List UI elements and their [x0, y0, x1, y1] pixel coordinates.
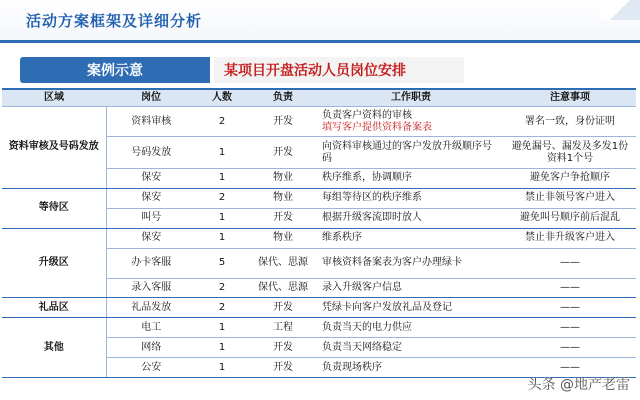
area-cell: 升级区 — [2, 228, 106, 298]
area-cell: 其他 — [2, 318, 106, 378]
duty-cell: 根据升级客流即时放人 — [318, 208, 504, 228]
watermark: 头条 @地产老雷 — [527, 377, 630, 393]
owner-cell: 保代、思源 — [248, 248, 318, 278]
note-cell: 禁止非领号客户进入 — [504, 188, 636, 208]
duty-cell: 维系秩序 — [318, 228, 504, 248]
owner-cell: 保代、思源 — [248, 278, 318, 298]
column-header-area: 区域 — [2, 89, 106, 107]
table-row — [2, 188, 636, 208]
table-header-row — [2, 89, 636, 107]
case-title: 某项目开盘活动人员岗位安排 — [214, 57, 464, 83]
owner-cell: 开发 — [248, 338, 318, 358]
position-cell: 保安 — [106, 228, 196, 248]
count-cell: 5 — [196, 248, 248, 278]
duty-cell: 凭绿卡向客户发放礼品及登记 — [318, 298, 504, 318]
position-cell: 礼品发放 — [106, 298, 196, 318]
count-cell: 2 — [196, 298, 248, 318]
note-cell: 署名一致，身份证明 — [504, 107, 636, 137]
header-divider — [0, 40, 640, 43]
header-bar — [0, 0, 640, 40]
owner-cell: 开发 — [248, 358, 318, 378]
case-tag: 案例示意 — [20, 57, 210, 83]
column-header-duty: 工作职责 — [318, 89, 504, 107]
staff-table — [2, 88, 636, 378]
duty-cell: 负责当天的电力供应 — [318, 318, 504, 338]
note-cell: —— — [504, 338, 636, 358]
area-cell: 等待区 — [2, 188, 106, 228]
position-cell: 公安 — [106, 358, 196, 378]
position-cell: 资料审核 — [106, 107, 196, 137]
area-cell: 资料审核及号码发放 — [2, 107, 106, 189]
duty-cell: 审核资料备案表为客户办理绿卡 — [318, 248, 504, 278]
position-cell: 网络 — [106, 338, 196, 358]
header-accent — [600, 0, 640, 20]
count-cell: 2 — [196, 107, 248, 137]
count-cell: 2 — [196, 278, 248, 298]
owner-cell: 开发 — [248, 208, 318, 228]
owner-cell: 物业 — [248, 169, 318, 189]
note-cell: 避免漏号、漏发及多发1份资料1个号 — [504, 137, 636, 169]
owner-cell: 工程 — [248, 318, 318, 338]
area-cell: 礼品区 — [2, 298, 106, 318]
position-cell: 电工 — [106, 318, 196, 338]
count-cell: 1 — [196, 228, 248, 248]
duty-cell — [318, 107, 504, 137]
duty-highlight-text: 填写客户提供资料备案表 — [322, 121, 432, 133]
note-cell: —— — [504, 358, 636, 378]
column-header-count: 人数 — [196, 89, 248, 107]
duty-cell: 负责现场秩序 — [318, 358, 504, 378]
table-row — [2, 228, 636, 248]
column-header-owner: 负责 — [248, 89, 318, 107]
table-row — [2, 298, 636, 318]
count-cell: 2 — [196, 188, 248, 208]
note-cell: —— — [504, 248, 636, 278]
position-cell: 保安 — [106, 188, 196, 208]
table-row — [2, 107, 636, 137]
duty-cell: 每组等待区的秩序维系 — [318, 188, 504, 208]
count-cell: 1 — [196, 169, 248, 189]
note-cell: 禁止非升级客户进入 — [504, 228, 636, 248]
position-cell: 录入客服 — [106, 278, 196, 298]
owner-cell: 物业 — [248, 228, 318, 248]
count-cell: 1 — [196, 318, 248, 338]
count-cell: 1 — [196, 338, 248, 358]
owner-cell: 开发 — [248, 137, 318, 169]
count-cell: 1 — [196, 358, 248, 378]
position-cell: 保安 — [106, 169, 196, 189]
column-header-position: 岗位 — [106, 89, 196, 107]
note-cell: 避免客户争抢顺序 — [504, 169, 636, 189]
duty-cell: 负责当天网络稳定 — [318, 338, 504, 358]
note-cell: 避免叫号顺序前后混乱 — [504, 208, 636, 228]
note-cell: —— — [504, 318, 636, 338]
page-title: 活动方案框架及详细分析 — [26, 12, 203, 30]
note-cell: —— — [504, 298, 636, 318]
count-cell: 1 — [196, 208, 248, 228]
owner-cell: 物业 — [248, 188, 318, 208]
column-header-note: 注意事项 — [504, 89, 636, 107]
position-cell: 号码发放 — [106, 137, 196, 169]
table-row — [2, 318, 636, 338]
duty-text: 负责客户资料的审核 — [322, 109, 412, 121]
duty-cell: 录入升级客户信息 — [318, 278, 504, 298]
position-cell: 叫号 — [106, 208, 196, 228]
position-cell: 办卡客服 — [106, 248, 196, 278]
note-cell: —— — [504, 278, 636, 298]
duty-cell: 秩序维系，协调顺序 — [318, 169, 504, 189]
owner-cell: 开发 — [248, 107, 318, 137]
count-cell: 1 — [196, 137, 248, 169]
duty-cell: 向资料审核通过的客户发放升级顺序号码 — [318, 137, 504, 169]
owner-cell: 开发 — [248, 298, 318, 318]
